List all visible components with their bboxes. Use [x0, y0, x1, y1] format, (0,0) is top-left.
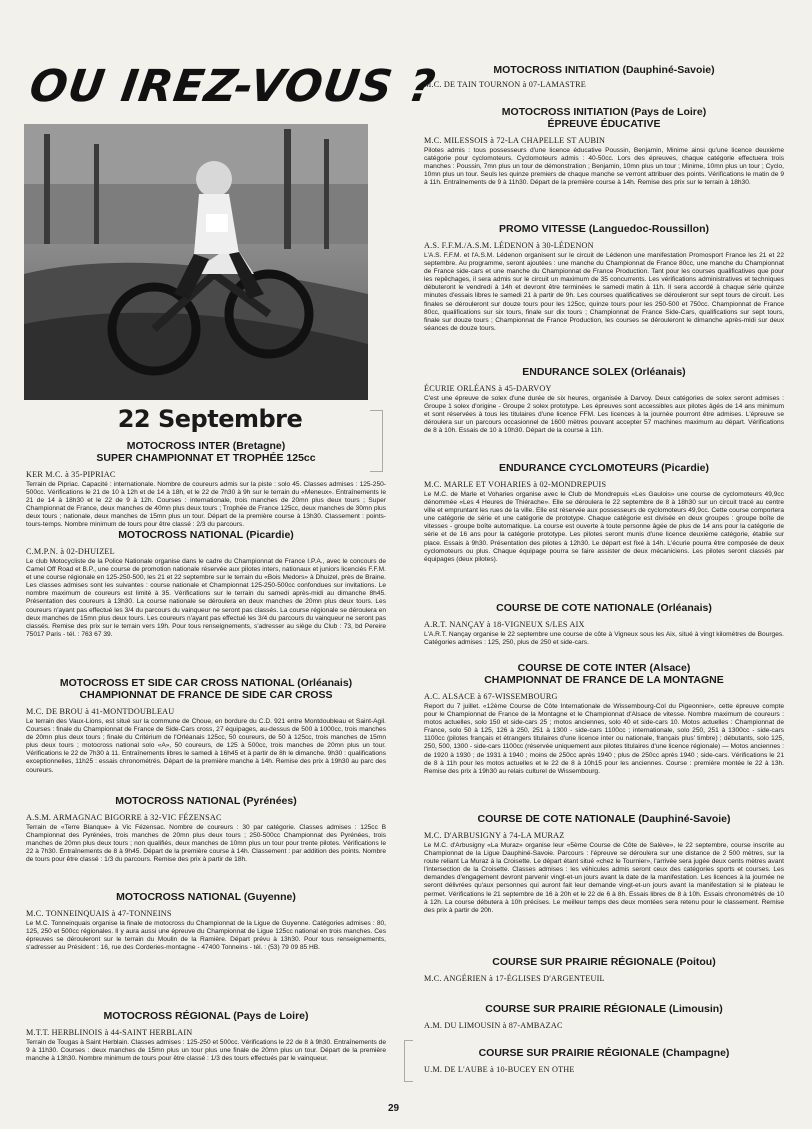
event-right-11 — [424, 1047, 784, 1076]
event-body: Terrain de Tougas à Saint Herblain. Classes admises : 125-250 et 500cc. Vérifications le 22 de 8 à 9h30. Entraînements de 9 à 11h30. Courses : deux manches de 15mn plus un tour plus une finale de 20mn plus un tour. Départ de la première manche à 13h30. Nombre minimum de tours pour être classé : 1/3 des tours effectués par le vainqueur. — [26, 1039, 386, 1063]
event-type: COURSE DE COTE INTER — [517, 662, 647, 674]
event-right-3 — [424, 223, 784, 333]
event-title — [424, 602, 784, 614]
event-right-2 — [424, 106, 784, 187]
event-region: (Orléanais) — [630, 366, 686, 378]
event-region: (Pays de Loire) — [233, 1010, 309, 1022]
event-organizer: M.C. TONNEINQUAIS à 47-TONNEINS — [26, 909, 172, 918]
event-body: Report du 7 juillet. «12ème Course de Côte Internationale de Wissembourg-Col du Pigeonnier», cette épreuve compte pour le Championnat de France de la Montagne et le Championnat d'Alsace de vitesse. Nombre maximum de coureurs : motos actuelles, solo 150 et side-cars 25 ; motos anciennes, solo 40 et side-cars 10. Motos actuelles : Championnat de France, solo 50 à 125, 126 à 250, 251 à 1300 - side-cars 1100cc ; internationale, solo 250, 251 à 1300cc - side-cars 1100cc (pilotes français et étrangers titulaires d'une licence inter ou nationale, français plus' timbre) ; débutants, solo 125, 250, 500, 1300 - side-cars 1100cc (réservée uniquement aux pilotes titulaires d'une licence régionale) — Motos anciennes : de 1920 à 1930 ; de 1931 à 1940 ; moins de 250cc après 1940 ; plus de 250cc après 1940 ; side-cars. Vérifications le 21 de 8 à 11h pour les motos actuelles et le 22 de 8 à 10h15 pour les anciennes. Course : première montée le 22 à 13h. Remise des prix à 19h30 au relais culturel de Wissembourg. — [424, 703, 784, 775]
event-left-4 — [26, 795, 386, 864]
event-organizer: A.S. F.F.M./A.S.M. LÉDENON à 30-LÉDENON — [424, 241, 594, 250]
event-type: MOTOCROSS NATIONAL — [115, 795, 241, 807]
event-title — [424, 64, 784, 76]
event-right-7 — [424, 662, 784, 776]
event-region: (Alsace) — [649, 662, 691, 674]
event-title — [424, 1047, 784, 1059]
event-region: (Pays de Loire) — [630, 106, 707, 118]
event-body: Pilotes admis : tous possesseurs d'une licence éducative Poussin, Benjamin, Minime ainsi qu'une licence deuxième catégorie pour cyclomoteurs. Cyclomoteurs admis : 40-50cc. Lors des épreuves, chaque catégorie effectuera trois manches : Poussin, 7mn plus un tour de démonstration ; Benjamin, 10mn plus un tour ; Minime, 10mn plus un tour ; Cyclo, 10mn plus un tour. Seuls les quinze premiers de chaque manche se verront attribuer des points. Vérifications le matin de 9 à 11h. Entraînements de 9 à 11h30. Départ de la première course à 14h. Remise des prix sur le terrain à 18h30. — [424, 147, 784, 187]
event-body: Le club Motocycliste de la Police Nationale organise dans le cadre du Championnat de France I.P.A., avec le concours de Camel Off Road et B.P., une course de promotion nationale réservée aux pilotes inters, nationaux et juniors licenciés F.F.M. et une course régionale en 125-250-500, les 21 et 22 septembre sur le terrain du «Bois Medors» à Dhuizel, près de Braine. Les classes admises sont les suivantes : course nationale et Championnat 125-250-500cc confondues sur invitations. Le nombre maximum de coureurs est limité à 35. Vérifications sur le terrain du samedi après-midi au dimanche 8h45. Présentation des coureurs à 13h30. La course nationale se déroulera en deux manches de 20mn plus deux tours. Les coureurs n'ayant pas effectué les 3/4 du parcours du vainqueur ne seront pas classés. La course régionale se déroulera en deux manches de 15mn plus deux tours. Les coureurs n'ayant pas effectué les 3/4 du parcours du vainqueur ne seront pas classés. Remise des prix sur le terrain vers 19h. Pour tous renseignements, s'adresser au siège du Club : 73, bd Pereire 75017 Paris - tél. : 763 67 39. — [26, 558, 386, 638]
event-organizer: ÉCURIE ORLÉANS à 45-DARVOY — [424, 384, 552, 393]
event-type: COURSE DE COTE NATIONALE — [496, 602, 655, 614]
motocross-photo — [24, 124, 368, 400]
event-body: Le M.C. d'Arbusigny «La Muraz» organise leur «5ème Course de Côte de Salève», le 22 septembre, course inscrite au Championnat de la Ligue Dauphiné-Savoie. Parcours : l'épreuve se déroulera sur une distance de 2 500 mètres, sur la route reliant La Muraz à la Croisette. Le départ étant situé «chez le Tournier», l'arrivée sera jugée deux cents mètres avant l'intersection de la Croisette. Classes admises : les véhicules admis seront ceux des catégories sports et courses. Les demandes d'engagement devront parvenir vingt-et-un jours avant la date de la manifestation. Les licences à la journée ne seront délivrées qu'aux personnes qui auront fait leur demande vingt-et-un jours avant la manifestation si le plateau le permet. Vérifications le 21 septembre de 16 à 20h et le 22 de 6 à 8h. Essais libres de 8 à 10h. Essais chronométrés de 10 à 12h. La course débutera à 10h précises. Le meilleur temps des deux montées sera retenu pour le classement. Remise des prix à partir de 20h. — [424, 842, 784, 914]
margin-bracket — [404, 1040, 413, 1082]
event-region: (Dauphiné-Savoie) — [638, 813, 731, 825]
event-type: COURSE SUR PRAIRIE RÉGIONALE — [485, 1003, 667, 1015]
event-type: MOTOCROSS NATIONAL — [116, 891, 241, 903]
event-organizer: A.C. ALSACE à 67-WISSEMBOURG — [424, 692, 558, 701]
event-region: (Bretagne) — [232, 440, 286, 452]
event-title — [424, 813, 784, 825]
event-region: (Guyenne) — [243, 891, 296, 903]
event-title — [26, 529, 386, 541]
event-body: Terrain de «Terre Blanque» à Vic Fézensac. Nombre de coureurs : 30 par catégorie. Classes admises : 125cc B Championnat des Pyrénées, trois manches de 20mn plus deux tours ; 250-500cc Championnat des Pyrénées, trois manches de 20mn plus deux tours ; non qualifiés, deux manches de 10mn plus un tour pour trente pilotes. Vérifications le 22 à 7h30. Entraînements de 8 à 9h45. Départ de la première course à 14h. Classement : par addition des points. Nombre de tours pour être classé : 1/3 du parcours. Remise des prix à partir de 18h. — [26, 824, 386, 864]
event-region: (Orléanais) — [297, 677, 353, 689]
event-organizer: A.S.M. ARMAGNAC BIGORRE à 32-VIC FÉZENSAC — [26, 813, 222, 822]
event-organizer: A.R.T. NANÇAY à 18-VIGNEUX S/LES AIX — [424, 620, 585, 629]
event-left-2 — [26, 529, 386, 639]
event-organizer: M.C. DE BROU à 41-MONTDOUBLEAU — [26, 707, 175, 716]
event-organizer: M.T.T. HERBLINOIS à 44-SAINT HERBLAIN — [26, 1028, 193, 1037]
event-type: COURSE SUR PRAIRIE RÉGIONALE — [492, 956, 674, 968]
event-left-1 — [26, 440, 386, 530]
event-organizer: M.C. D'ARBUSIGNY à 74-LA MURAZ — [424, 831, 565, 840]
margin-bracket — [370, 410, 383, 472]
event-left-6 — [26, 1010, 386, 1063]
event-title — [26, 440, 386, 452]
event-title — [26, 891, 386, 903]
event-type: ENDURANCE SOLEX — [522, 366, 628, 378]
event-region: (Picardie) — [661, 462, 710, 474]
event-body: Terrain de Pipriac. Capacité : internationale. Nombre de coureurs admis sur la piste : solo 45. Classes admises : 125-250-500cc. Vérifications le 21 de 10 à 12h et de 14 à 18h, et le 22 de 7h30 à 9h sur le terrain du «Meneux». Entraînements le 21 de 14 à 18h30 et le 22 de 9 à 12h. Courses : internationale, trois manches de 20mn plus deux tours ; Super Championnat de France, deux manches de 40mn plus deux tours ; Trophée de France 125cc, deux manches de 30mn plus deux tours ; nationale, deux manches de 15mn plus un tour. Départ de la première course à 13h30. Classement : points-tours-temps. Nombre minimum de tours pour être classé : 2/3 du parcours. — [26, 481, 386, 529]
event-type: MOTOCROSS INITIATION — [493, 64, 620, 76]
event-left-5 — [26, 891, 386, 952]
event-region: (Poitou) — [676, 956, 716, 968]
page-headline: OU IREZ-VOUS ? — [26, 61, 440, 112]
event-title — [424, 662, 784, 674]
event-body: L'A.S. F.F.M. et l'A.S.M. Lédenon organisent sur le circuit de Lédenon une manifestation Promosport France les 21 et 22 septembre. Au programme, seront ajoutées : une manche du Championnat de France 80cc, une manche du Championnat de France side-cars et une manche du Championnat de France Production. Tant pour les courses qualificatives que pour les repêchages, il sera admis sur le circuit un maximum de 35 concurrents. Les vérifications administratives et techniques débuteront le vendredi à 14h et devront être terminées le samedi matin à 11h. Il sera accordé à chaque série quinze minutes d'essais libres le samedi 21 à partir de 9h. Les courses qualificatives se dérouleront sur sept tours de circuit. Les finales se dérouleront sur douze tours pour les 125cc, quinze tours pour les 250-500 et 750cc. Championnat de France 80cc, qualifications sur six tours, finale sur dix tours ; Championnat de France Side-Cars, qualifications sur sept tours, finale sur douze tours ; Championnat de France Production, les courses se dérouleront le dimanche après-midi sur deux séances de douze tours. — [424, 252, 784, 332]
event-title — [424, 1003, 784, 1015]
event-subtitle: ÉPREUVE ÉDUCATIVE — [547, 118, 661, 130]
event-type: MOTOCROSS RÉGIONAL — [103, 1010, 231, 1022]
event-region: (Limousin) — [669, 1003, 723, 1015]
event-title — [424, 106, 784, 118]
event-right-9 — [424, 956, 784, 985]
event-organizer: KER M.C. à 35-PIPRIAC — [26, 470, 116, 479]
event-right-1 — [424, 64, 784, 91]
event-right-5 — [424, 462, 784, 564]
event-subtitle: CHAMPIONNAT DE FRANCE DE SIDE CAR CROSS — [79, 689, 333, 701]
event-right-8 — [424, 813, 784, 915]
event-title — [26, 795, 386, 807]
event-organizer: C.M.P.N. à 02-DHUIZEL — [26, 547, 115, 556]
event-title — [424, 462, 784, 474]
event-region: (Picardie) — [245, 529, 294, 541]
event-region: (Dauphiné-Savoie) — [622, 64, 715, 76]
event-type: PROMO VITESSE — [498, 223, 586, 235]
event-type: COURSE SUR PRAIRIE RÉGIONALE — [478, 1047, 660, 1059]
event-right-4 — [424, 366, 784, 435]
event-type: MOTOCROSS ET SIDE CAR CROSS NATIONAL — [59, 677, 295, 689]
event-type: COURSE DE COTE NATIONALE — [477, 813, 636, 825]
event-title — [424, 956, 784, 968]
event-organizer: U.M. DE L'AUBE à 10-BUCEY EN OTHE — [424, 1065, 575, 1074]
event-type: MOTOCROSS NATIONAL — [118, 529, 244, 541]
date-heading: 22 Septembre — [117, 405, 303, 433]
event-body: L'A.R.T. Nançay organise le 22 septembre une course de côte à Vigneux sous les Aix, situé à vingt kilomètres de Bourges. Catégories admises : 125, 250, plus de 250 et side-cars. — [424, 631, 784, 647]
event-region: (Champagne) — [662, 1047, 730, 1059]
event-body: Le terrain des Vaux-Lions, est situé sur la commune de Choue, en bordure du C.D. 921 entre Montdoubleau et Saint-Agil. Courses : finale du Championnat de France de Side-Cars cross, 27 équipages, au-dessus de 500 à 1000cc, trois manches de 20mn plus deux tours ; finale du Critérium de l'Orléanais 125cc, 50 coureurs, de 50 à 125cc, trois manches de 15mn plus deux tours ; motocross national solo «A», 50 coureurs, de 125 à 500cc, trois manches de 20mn plus un tour. Vérifications le 22 de 7h30 à 11. Entraînements libres le samedi à 16h45 et à partir de 8h le dimanche. 9h30 : qualifications exceptionnelles, 11h25 : essais chronométrés. Départ de la première manche à 14h. Remise des prix à 19h30 au parc des coureurs. — [26, 718, 386, 774]
event-region: (Pyrénées) — [243, 795, 297, 807]
event-type: MOTOCROSS INITIATION — [501, 106, 628, 118]
event-region: (Orléanais) — [656, 602, 712, 614]
event-title — [424, 223, 784, 235]
event-organizer: M.C. MARLE ET VOHARIES à 02-MONDREPUIS — [424, 480, 607, 489]
event-type: MOTOCROSS INTER — [126, 440, 230, 452]
event-body: Le M.C. de Marle et Voharies organise avec le Club de Mondrepuis «Les Gaulois» une course de cyclomoteurs 49,9cc dénommée «Les 4 Heures de Thiérache». Elle se déroulera le 22 septembre de 8 à 18h30 sur un circuit tracé au centre ville et empruntant les rues de la ville. Elle est réservée aux possesseurs de cyclomoteurs 49,9cc. Cette course comportera une catégorie de série et une catégorie de prototype. Chaque catégorie est divisée en deux groupes : groupe boîte de vitesses - groupe boîte automatique. La course est ouverte à toute personne âgée de plus de 14 ans pour la catégorie de série et de 16 ans pour la catégorie prototype. Les pilotes seront munis d'une licence deuxième catégorie, établie sur place. Essais à 9h30. Présentation des pilotes à 12h30. Le départ est fixé à 14h. L'écurie pourra être composée de deux cyclomoteurs ou plus. Chaque équipage pourra se faire assister de deux mécaniciens. Les pilotes seront classés par équipages (deux pilotes). — [424, 491, 784, 563]
event-organizer: M.C. MILESSOIS à 72-LA CHAPELLE ST AUBIN — [424, 136, 606, 145]
event-subtitle: CHAMPIONNAT DE FRANCE DE LA MONTAGNE — [484, 674, 724, 686]
event-right-10 — [424, 1003, 784, 1032]
event-body: Le M.C. Tonneinquais organise la finale de motocross du Championnat de la Ligue de Guyenne. Catégories admises : 80, 125, 250 et 500cc régionales. Il y aura aussi une épreuve du Championnat de Ligue 125cc national en trois manches. Ces épreuves se dérouleront sur le terrain du Moulin de la Ramière. Départ prévu à 13h30. Pour tous renseignements, s'adresser au Président : 16, rue des Corderies-montagne - 47400 Tonneins - tél. : (53) 79 09 85 HB. — [26, 920, 386, 952]
event-subtitle: SUPER CHAMPIONNAT ET TROPHÉE 125cc — [96, 452, 316, 464]
event-left-3 — [26, 677, 386, 775]
event-region: (Languedoc-Roussillon) — [588, 223, 710, 235]
event-title — [26, 1010, 386, 1022]
event-body: C'est une épreuve de solex d'une durée de six heures, organisée à Darvoy. Deux catégories de solex seront admises : Groupe 1 solex d'origine - Groupe 2 solex prototype. Les épreuves sont accessibles aux pilotes âgés de 14 ans minimum et sont réservées à tous les titulaires d'une licence FFM. Les licences à la journée pourront être admises. L'épreuve se déroulera sur un parcours occasionnel de 1600 mètres pouvant accepter 57 machines maximum au départ. Vérifications de 8 à 10h. Essais de 10 à 10h30. Départ de la course à 11h. — [424, 395, 784, 435]
event-organizer: A.M. DU LIMOUSIN à 87-AMBAZAC — [424, 1021, 563, 1030]
event-right-6 — [424, 602, 784, 647]
motocross-rider-illustration — [24, 124, 368, 400]
event-title — [424, 366, 784, 378]
event-organizer: M.C. ANGÉRIEN à 17-ÉGLISES D'ARGENTEUIL — [424, 974, 605, 983]
event-title — [26, 677, 386, 689]
event-type: ENDURANCE CYCLOMOTEURS — [498, 462, 659, 474]
event-organizer: M.C. DE TAIN TOURNON à 07-LAMASTRE — [424, 80, 586, 89]
page-number: 29 — [388, 1103, 400, 1114]
